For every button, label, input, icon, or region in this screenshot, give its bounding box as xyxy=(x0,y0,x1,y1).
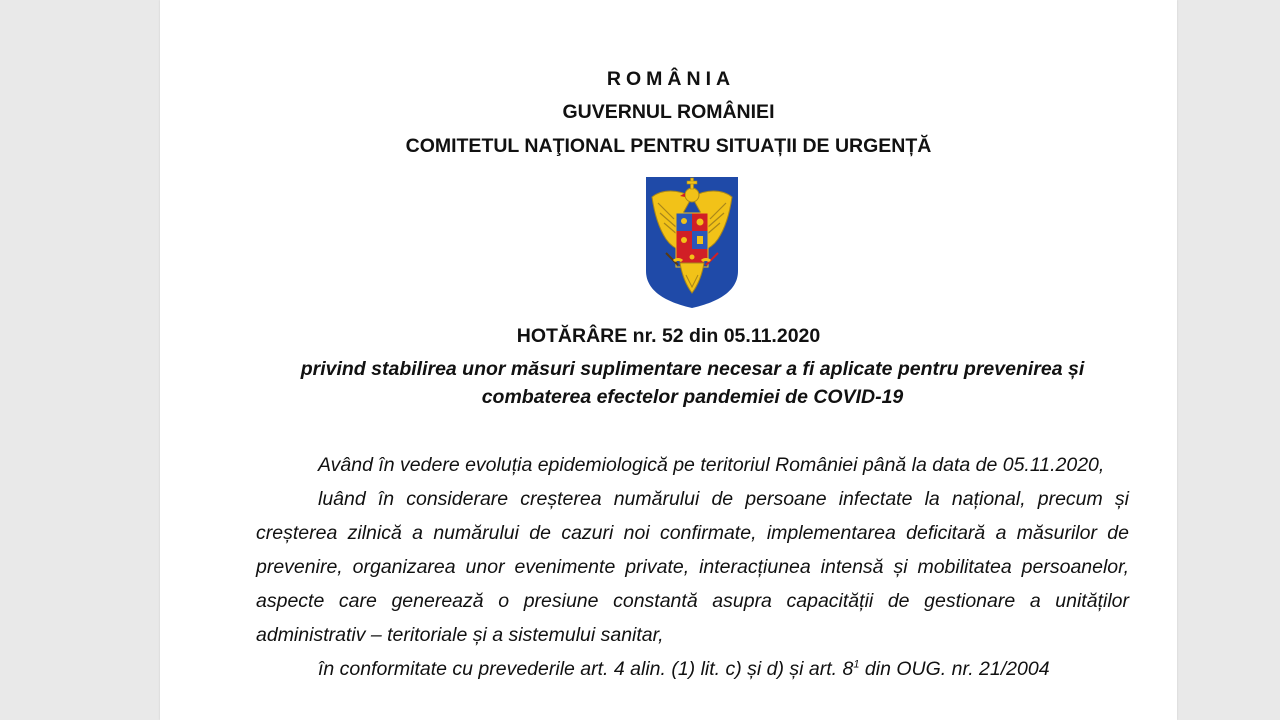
paragraph-3-superscript: 1 xyxy=(853,658,860,671)
paragraph-3-text: în conformitate cu prevederile art. 4 alin. (1) lit. c) și d) și art. 8 xyxy=(318,658,854,680)
paragraph-2: luând în considerare creșterea numărului de persoane infectate la național, precum și creșterea zilnică a numărului de cazuri noi confirmate, implementarea deficitară a măsurilor de prevenire, organizarea unor evenimente private, interacțiunea intensă și mobilitatea persoanelor, aspecte care generează o presiune constantă asupra capacității de gestionare a unităților administrativ – teritoriale și a sistemului sanitar, xyxy=(256,488,1129,646)
header-government: GUVERNUL ROMÂNIEI xyxy=(562,101,775,123)
decision-title: HOTĂRÂRE nr. 52 din 05.11.2020 xyxy=(516,325,821,347)
paragraph-3-text-end: din OUG. nr. 21/2004 xyxy=(859,658,1050,680)
header-committee: COMITETUL NAŢIONAL PENTRU SITUAȚII DE URGENȚĂ xyxy=(405,135,932,157)
paragraph-3 xyxy=(256,652,1129,686)
paragraph-1: Având în vedere evoluția epidemiologică pe teritoriul României până la data de 05.11.2020, xyxy=(318,454,1105,476)
decision-subtitle: privind stabilirea unor măsuri suplimentare necesar a fi aplicate pentru prevenirea și combaterea efectelor pandemiei de COVID-19 xyxy=(300,358,1085,408)
document-body xyxy=(256,448,1129,686)
document-page xyxy=(160,0,1177,720)
coat-of-arms-icon xyxy=(644,175,740,309)
header-country: ROMÂNIA xyxy=(606,68,736,90)
